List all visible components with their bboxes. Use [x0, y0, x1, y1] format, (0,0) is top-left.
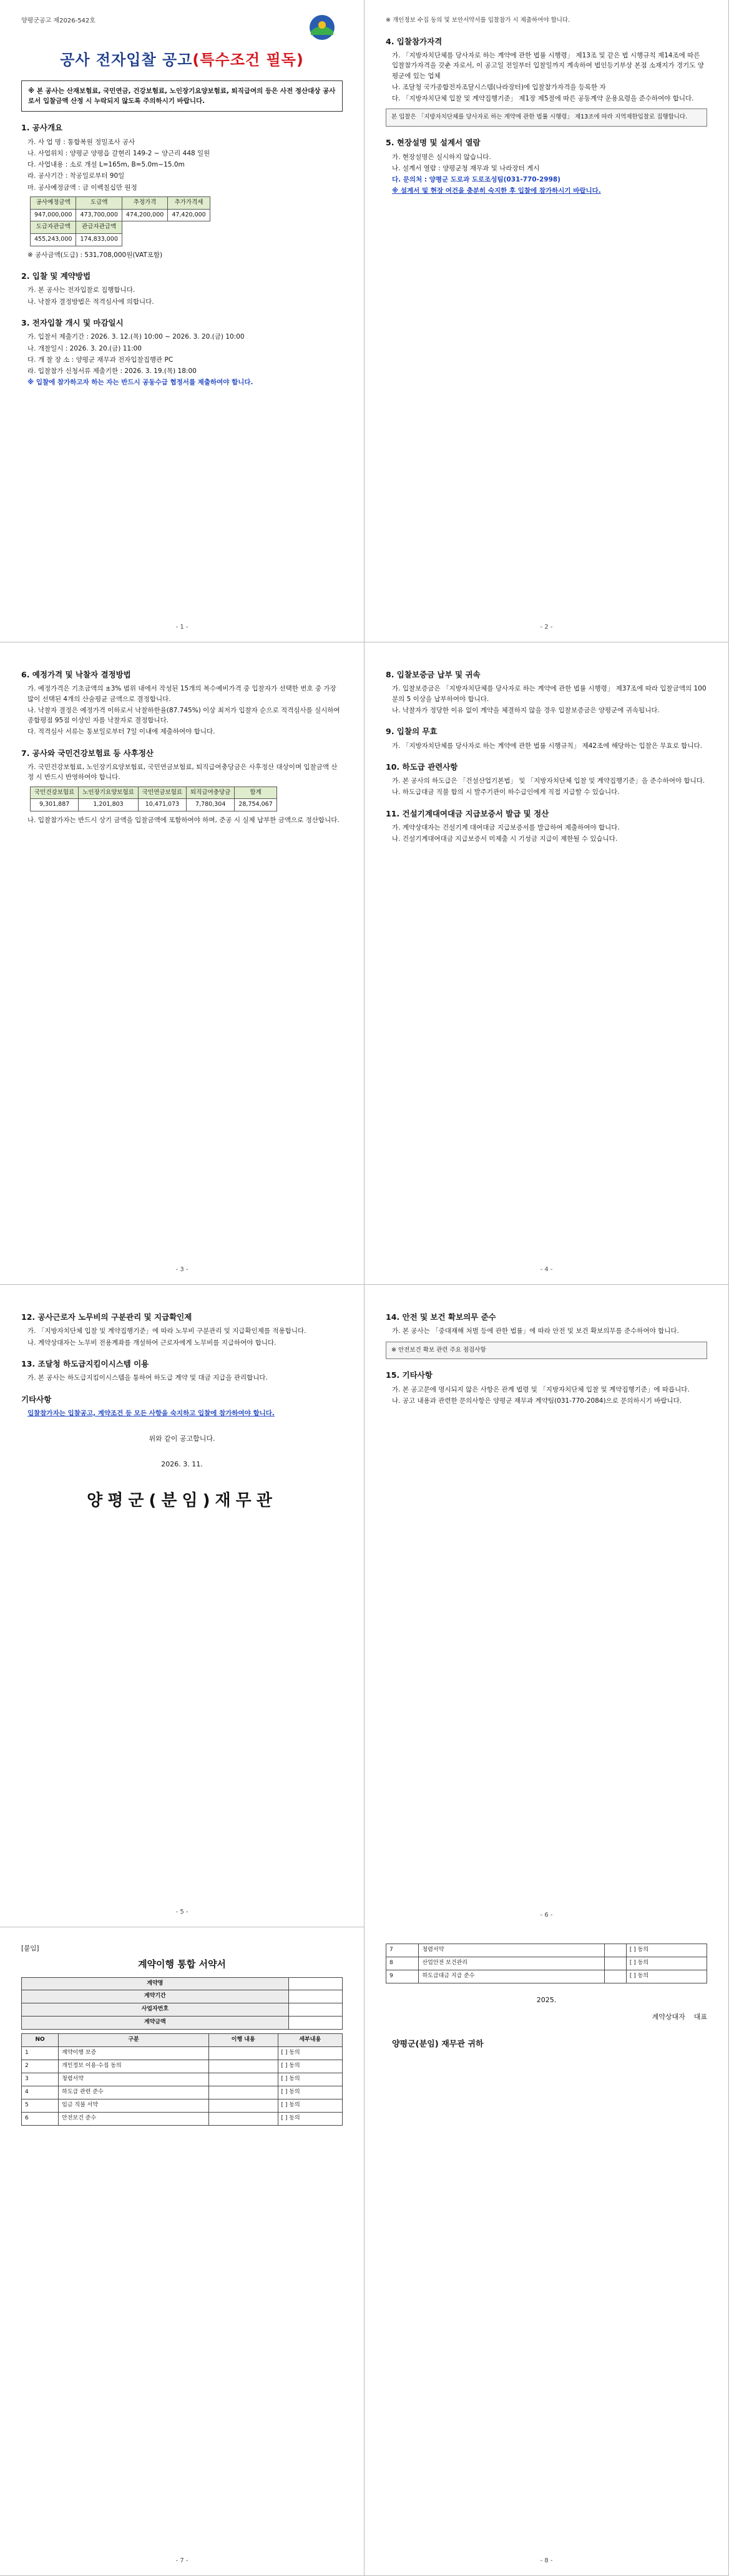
budget-header: 공사예정금액 — [31, 196, 76, 209]
section-3-title: 3. 전자입찰 개시 및 마감일시 — [21, 317, 124, 327]
signature-line — [386, 2012, 707, 2022]
pledge-name: 임금 직불 서약 — [59, 2099, 209, 2112]
section-1-title: 1. 공사개요 — [21, 123, 63, 133]
pledge-no: 7 — [386, 1944, 419, 1957]
pledge-no: 4 — [22, 2086, 59, 2099]
pledge-no: 9 — [386, 1970, 419, 1983]
section-15-title: 15. 기타사항 — [386, 1370, 433, 1380]
info-label: 계약명 — [22, 1977, 289, 1990]
insurance-header: 퇴직급여충당금 — [187, 787, 235, 799]
section-9-title: 9. 입찰의 무효 — [386, 727, 438, 737]
title-main: 공사 전자입찰 공고 — [60, 51, 193, 69]
info-label: 계약금액 — [22, 2017, 289, 2030]
sec5-item: 다. 문의처 : 양평군 도로과 도로조성팀(031-770-2998) — [392, 176, 560, 184]
section-2-title: 2. 입찰 및 계약방법 — [21, 271, 91, 281]
pledge-no: 3 — [22, 2073, 59, 2086]
page-number: - 7 - — [175, 2557, 188, 2564]
section-8-title: 8. 입찰보증금 납부 및 귀속 — [386, 670, 481, 679]
page-number: - 8 - — [540, 2557, 553, 2564]
pledge-check[interactable]: [ ] 동의 — [278, 2047, 343, 2060]
section-10-title: 10. 하도급 관련사항 — [386, 762, 458, 772]
pledge-name: 계약이행 보증 — [59, 2047, 209, 2060]
insurance-cell: 28,754,067 — [235, 799, 276, 811]
sec11-item: 가. 계약상대자는 건설기계 대여대금 지급보증서를 발급하여 제출하여야 합니다. — [392, 824, 620, 832]
sec8-item: 가. 입찰보증금은 「지방자치단체를 당사자로 하는 계약에 관한 법률 시행령」 제37조에 따라 입찰금액의 100분의 5 이상을 납부하여야 합니다. — [392, 685, 707, 703]
pledge-name: 하도급 관련 준수 — [59, 2086, 209, 2099]
budget-table — [30, 196, 210, 246]
insurance-cell: 1,201,803 — [79, 799, 139, 811]
pledge-no: 1 — [22, 2047, 59, 2060]
pledge-no: 5 — [22, 2099, 59, 2112]
page-8 — [364, 1927, 729, 2576]
sec4-item: 가. 「지방자치단체를 당사자로 하는 계약에 관한 법률 시행령」 제13조 및 같은 법 시행규칙 제14조에 따른 입찰참가자격을 갖춘 자로서, 이 공고일 전일부터 입찰일까지 계속하여 법인등기부상 본점 소재지가 경기도 양평군에 있는 업체 — [392, 52, 704, 80]
pledge-check[interactable]: [ ] 동의 — [626, 1944, 707, 1957]
attachment-tag: [붙임] — [21, 1945, 39, 1952]
section-4-title: 4. 입찰참가자격 — [386, 36, 443, 46]
sec6-item: 다. 적격심사 서류는 통보일로부터 7일 이내에 제출하여야 합니다. — [27, 728, 215, 736]
closing-text: 위와 같이 공고합니다. — [149, 1435, 215, 1443]
sec7-note: 나. 입찰참가자는 반드시 상기 금액을 입찰금액에 포함하여야 하며, 준공 시 실제 납부한 금액으로 정산합니다. — [27, 816, 340, 825]
budget-note: ※ 공사금액(도급) : 531,708,000원(VAT포함) — [27, 251, 163, 259]
pledge-header: NO — [22, 2034, 59, 2047]
sec12-item: 가. 「지방자치단체 입찰 및 계약집행기준」에 따라 노무비 구분관리 및 지급확인제를 적용합니다. — [27, 1327, 306, 1335]
page-7 — [0, 1927, 364, 2576]
sec2-item: 나. 낙찰자 결정방법은 적격심사에 의합니다. — [27, 298, 154, 306]
sec12-item: 나. 계약상대자는 노무비 전용계좌를 개설하여 근로자에게 노무비를 지급하여야 합니다. — [27, 1339, 276, 1347]
insurance-cell: 10,471,073 — [138, 799, 186, 811]
sec5-item: 가. 현장설명은 실시하지 않습니다. — [392, 153, 491, 161]
sec2-item: 가. 본 공사는 전자입찰로 집행합니다. — [27, 286, 135, 294]
sec1-item: 나. 사업위치 : 양평군 양평읍 갈현리 149-2 ~ 양근리 448 일원 — [27, 149, 210, 157]
page-5 — [0, 1285, 364, 1927]
sec4-item: 다. 「지방자치단체 입찰 및 계약집행기준」 제1장 제5절에 따른 공동계약 운용요령을 준수하여야 합니다. — [392, 95, 694, 103]
sec5-item: 나. 설계서 열람 : 양평군청 재무과 및 나라장터 게시 — [392, 164, 540, 172]
safety-checklist: ※ 안전보건 확보 관련 주요 점검사항 — [386, 1342, 707, 1360]
sec14-item: 가. 본 공사는 「중대재해 처벌 등에 관한 법률」에 따라 안전 및 보건 확보의무를 준수하여야 합니다. — [392, 1327, 679, 1335]
sec3-item: 나. 개찰일시 : 2026. 3. 20.(금) 11:00 — [27, 344, 142, 352]
info-value[interactable] — [288, 2017, 342, 2030]
pledge-no: 6 — [22, 2112, 59, 2125]
section-5-title: 5. 현장설명 및 설계서 열람 — [386, 138, 481, 148]
section-12-title: 12. 공사근로자 노무비의 구분관리 및 지급확인제 — [21, 1312, 192, 1322]
page-number: - 3 - — [175, 1266, 188, 1273]
notice-box: ※ 본 공사는 산재보험료, 국민연금, 건강보험료, 노인장기요양보험료, 퇴직급여의 등은 사전 정산대상 공사로서 입찰금액 산정 시 누락되지 않도록 주의하시기 바랍니다. — [21, 80, 343, 112]
top-note: ※ 개인정보 수집 동의 및 보안서약서를 입찰참가 시 제출하여야 합니다. — [386, 17, 570, 24]
recipient-org: 양평군(분임) 재무관 귀하 — [392, 2039, 484, 2049]
pledge-name: 청렴서약 — [59, 2073, 209, 2086]
insurance-cell: 7,780,304 — [187, 799, 235, 811]
page-number: - 6 - — [540, 1911, 553, 1919]
insurance-header: 노인장기요양보험료 — [79, 787, 139, 799]
page-number: - 4 - — [540, 1266, 553, 1273]
budget-header: 추가가격세 — [168, 196, 210, 209]
sec3-item: 가. 입찰서 제출기간 : 2026. 3. 12.(목) 10:00 ~ 2026. 3. 20.(금) 10:00 — [27, 333, 245, 341]
announcement-date: 2026. 3. 11. — [161, 1460, 203, 1469]
pledge-name: 산업안전 보건관리 — [419, 1957, 605, 1970]
page-2 — [364, 0, 729, 642]
pledge-header: 구분 — [59, 2034, 209, 2047]
pledge-name: 하도급대금 지급 준수 — [419, 1970, 605, 1983]
budget-cell: 455,243,000 — [31, 234, 76, 246]
misc-title: 기타사항 — [21, 1394, 52, 1404]
section-13-title: 13. 조달청 하도급지킴이시스템 이용 — [21, 1358, 149, 1368]
section-6-title: 6. 예정가격 및 낙찰자 결정방법 — [21, 670, 131, 679]
section-14-title: 14. 안전 및 보건 확보의무 준수 — [386, 1312, 496, 1322]
pledge-header: 이행 내용 — [208, 2034, 278, 2047]
title-special: (특수조건 필독) — [192, 51, 304, 69]
sec1-item: 다. 사업내용 : 소로 개설 L=165m, B=5.0m~15.0m — [27, 161, 185, 169]
sec13-item: 가. 본 공사는 하도급지킴이시스템을 통하여 하도급 계약 및 대금 지급을 관리합니다. — [27, 1374, 268, 1382]
budget-header: 추정가격 — [122, 196, 167, 209]
budget-cell: 47,420,000 — [168, 209, 210, 221]
info-value[interactable] — [288, 1990, 342, 2003]
insurance-header: 국민연금보험료 — [138, 787, 186, 799]
sec15-item: 나. 공고 내용과 관련한 문의사항은 양평군 재무과 계약팀(031-770-2084)으로 문의하시기 바랍니다. — [392, 1397, 682, 1405]
budget-cell: 474,200,000 — [122, 209, 167, 221]
sec6-item: 나. 낙찰자 결정은 예정가격 이하로서 낙찰하한율(87.745%) 이상 최저가 입찰자 순으로 적격심사를 실시하여 종합평점 95점 이상인 자를 낙찰자로 결정합니다. — [27, 706, 340, 725]
page-3 — [0, 642, 364, 1285]
page-number: - 2 - — [540, 623, 553, 631]
pledge-check[interactable]: [ ] 동의 — [278, 2073, 343, 2086]
pledge-check[interactable]: [ ] 동의 — [626, 1957, 707, 1970]
info-value[interactable] — [288, 1977, 342, 1990]
pledge-check[interactable]: [ ] 동의 — [278, 2099, 343, 2112]
pledge-table-continued — [386, 1944, 707, 1983]
pledge-no: 2 — [22, 2060, 59, 2073]
section-11-title: 11. 건설기계대여대금 지급보증서 발급 및 정산 — [386, 808, 549, 818]
sec3-highlight: ※ 입찰에 참가하고자 하는 자는 반드시 공동수급 협정서를 제출하여야 합니다. — [27, 379, 253, 387]
page-number: - 1 - — [175, 623, 188, 631]
page-6 — [364, 1285, 729, 1930]
page-4 — [364, 642, 729, 1285]
insurance-header: 합계 — [235, 787, 276, 799]
pledge-check[interactable]: [ ] 동의 — [278, 2112, 343, 2125]
sign-date: 2025. — [536, 1995, 557, 2004]
sec3-item: 다. 개 찰 장 소 : 양평군 재무과 전자입찰집행관 PC — [27, 356, 174, 364]
qualification-callout: 본 입찰은 「지방자치단체를 당사자로 하는 계약에 관한 법률 시행령」 제13조에 따라 지역제한입찰로 집행합니다. — [386, 109, 707, 127]
sec1-item: 마. 공사예정금액 : 금 이백칠십만 원정 — [27, 183, 137, 191]
sec6-item: 가. 예정가격은 기초금액의 ±3% 범위 내에서 작성된 15개의 복수예비가격 중 입찰자가 선택한 번호 중 가장 많이 선택된 4개의 산술평균 금액으로 결정합니다. — [27, 685, 336, 703]
page-1 — [0, 0, 364, 642]
pledge-check[interactable]: [ ] 동의 — [626, 1970, 707, 1983]
pledge-check[interactable]: [ ] 동의 — [278, 2060, 343, 2073]
budget-header: 도급자관급액 — [31, 221, 76, 234]
pledge-name: 개인정보 이용·수집 동의 — [59, 2060, 209, 2073]
signature-party: 계약상대자 — [652, 2012, 685, 2021]
budget-cell: 473,700,000 — [76, 209, 122, 221]
misc-link[interactable]: 입찰참가자는 입찰공고, 계약조건 등 모든 사항을 숙지하고 입찰에 참가하여야 합니다. — [27, 1409, 275, 1417]
sec10-item: 가. 본 공사의 하도급은 「건설산업기본법」 및 「지방자치단체 입찰 및 계약집행기준」을 준수하여야 합니다. — [392, 777, 705, 785]
insurance-table — [30, 787, 277, 811]
budget-header: 도급액 — [76, 196, 122, 209]
sec7-item: 가. 국민건강보험료, 노인장기요양보험료, 국민연금보험료, 퇴직급여충당금은 사후정산 대상이며 입찰금액 산정 시 반드시 반영하여야 합니다. — [27, 763, 338, 782]
document-title — [21, 49, 343, 72]
budget-cell: 947,000,000 — [31, 209, 76, 221]
yangpyeong-logo-icon — [305, 12, 339, 46]
info-label: 계약기간 — [22, 1990, 289, 2003]
contract-info-table — [21, 1977, 343, 2030]
sec15-item: 가. 본 공고문에 명시되지 않은 사항은 관계 법령 및 「지방자치단체 입찰 및 계약집행기준」에 따릅니다. — [392, 1385, 690, 1393]
sec9-item: 가. 「지방자치단체를 당사자로 하는 계약에 관한 법률 시행규칙」 제42조에 해당하는 입찰은 무효로 합니다. — [392, 742, 702, 750]
document-number: 양평군공고 제2026-542호 — [21, 17, 95, 24]
signature-representative[interactable]: 대표 — [693, 2012, 707, 2021]
info-value[interactable] — [288, 2003, 342, 2017]
pledge-check[interactable]: [ ] 동의 — [278, 2086, 343, 2099]
sec10-item: 나. 하도급대금 직불 합의 시 발주기관이 하수급인에게 직접 지급할 수 있습니다. — [392, 788, 620, 797]
section-7-title: 7. 공사와 국민건강보험료 등 사후정산 — [21, 748, 154, 758]
pledge-table — [21, 2033, 343, 2126]
pledge-name: 안전보건 준수 — [59, 2112, 209, 2125]
page-number: - 5 - — [175, 1908, 188, 1915]
budget-cell: 174,833,000 — [76, 234, 122, 246]
insurance-header: 국민건강보험료 — [31, 787, 79, 799]
pledge-name: 청렴서약 — [419, 1944, 605, 1957]
sec5-link[interactable]: ※ 설계서 및 현장 여건을 충분히 숙지한 후 입찰에 참가하시기 바랍니다. — [392, 187, 601, 195]
sec1-item: 라. 공사기간 : 착공일로부터 90일 — [27, 172, 125, 180]
insurance-cell: 9,301,887 — [31, 799, 79, 811]
sec11-item: 나. 건설기계대여대금 지급보증서 미제출 시 기성금 지급이 제한될 수 있습니다. — [392, 835, 618, 843]
sec8-item: 나. 낙찰자가 정당한 이유 없이 계약을 체결하지 않을 경우 입찰보증금은 양평군에 귀속됩니다. — [392, 706, 660, 714]
budget-header: 관급자관급액 — [76, 221, 122, 234]
form-title: 계약이행 통합 서약서 — [138, 1959, 226, 1970]
pledge-no: 8 — [386, 1957, 419, 1970]
sec3-item: 라. 입찰참가 신청서류 제출기한 : 2026. 3. 19.(목) 18:00 — [27, 367, 197, 375]
info-label: 사업자번호 — [22, 2003, 289, 2017]
sec4-item: 나. 조달청 국가종합전자조달시스템(나라장터)에 입찰참가자격을 등록한 자 — [392, 83, 606, 91]
issuer-name: 양평군(분임)재무관 — [87, 1491, 277, 1511]
sec1-item: 가. 사 업 명 : 통합복원 정밀조사 공사 — [27, 138, 135, 146]
pledge-header: 세부내용 — [278, 2034, 343, 2047]
